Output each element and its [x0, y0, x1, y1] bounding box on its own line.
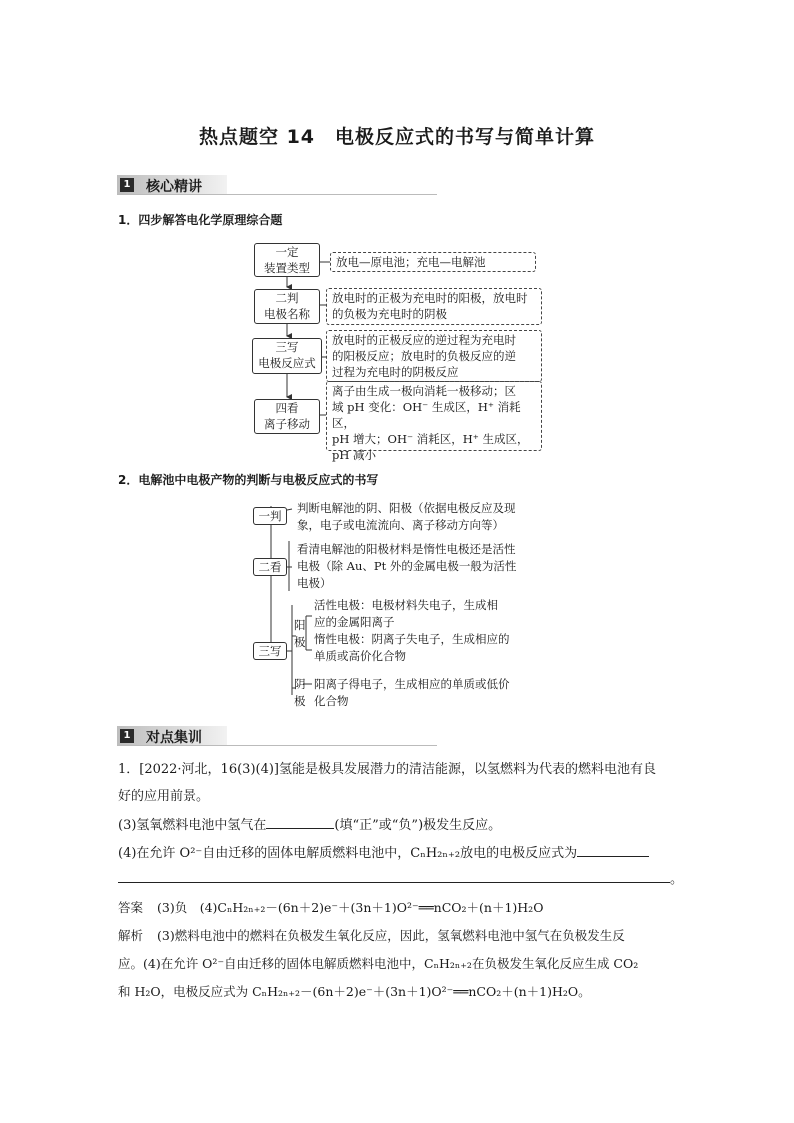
analysis-line-2: 应。(4)在允许 O²⁻自由迁移的固体电解质燃料电池中，CₙH₂ₙ₊₂在负极发生氧化反应生成 CO₂ — [118, 956, 639, 971]
step-desc-1: 放电—原电池；充电—电解池 — [330, 252, 536, 272]
step-box-4: 四看 离子移动 — [254, 399, 320, 434]
question-line-2: 好的应用前景。 — [118, 789, 210, 804]
label-yangji: 阳 极 — [294, 618, 306, 649]
step-desc-2: 放电时的正极为充电时的阳极，放电时 的负极为充电时的阴极 — [326, 288, 542, 325]
analysis-label: 解析 — [118, 928, 144, 943]
tree-node-erkan: 二看 — [253, 558, 287, 576]
question-part-4: (4)在允许 O²⁻自由迁移的固体电解质燃料电池中，CₙH₂ₙ₊₂放电的电极反应式为 — [118, 842, 649, 865]
tree-node-sanxie: 三写 — [253, 642, 287, 660]
answer-line — [118, 897, 543, 919]
answer-blank-3[interactable] — [266, 814, 334, 829]
answer-text: (3)负 (4)CₙH₂ₙ₊₂－(6n＋2)e⁻＋(3n＋1)O²⁻══nCO₂＋(n＋1)H₂O — [157, 900, 544, 915]
question-part-3: (3)氢氧燃料电池中氢气在 (填“正”或“负”)极发生反应。 — [118, 814, 501, 837]
label-yinji: 阴 极 — [294, 677, 306, 708]
subheading-four-steps: 1．四步解答电化学原理综合题 — [118, 213, 283, 227]
section-number-badge: 1 — [120, 178, 134, 192]
analysis-line-1: 解析 (3)燃料电池中的燃料在负极发生氧化反应，因此，氢氧燃料电池中氢气在负极发生反 — [118, 928, 625, 943]
step-box-3: 三写 电极反应式 — [252, 338, 322, 374]
subheading-electrolysis: 2．电解池中电极产物的判断与电极反应式的书写 — [118, 473, 379, 487]
question-line-1: 1．[2022·河北，16(3)(4)]氢能是极具发展潜力的清洁能源，以氢燃料为代表的燃料电池有良 — [118, 762, 657, 777]
tree-node-yipan: 一判 — [253, 507, 287, 525]
question-part-4-cont: 。 — [118, 868, 683, 891]
section-header-practice — [117, 726, 437, 746]
answer-label: 答案 — [118, 900, 144, 915]
step-desc-4: 离子由生成一极向消耗一极移动；区 域 pH 变化：OH⁻ 生成区，H⁺ 消耗区， pH 增大；OH⁻ 消耗区，H⁺ 生成区， pH 减小 — [326, 381, 542, 451]
section-title: 核心精讲 — [146, 179, 202, 195]
tree-text-yipan: 判断电解池的阴、阳极（依据电极反应及现 象，电子或电流流向、离子移动方向等） — [297, 501, 516, 532]
tree-text-yangji-active: 活性电极：电极材料失电子，生成相 应的金属阳离子 — [314, 598, 498, 629]
analysis-line-3: 和 H₂O，电极反应式为 CₙH₂ₙ₊₂－(6n＋2)e⁻＋(3n＋1)O²⁻══nCO₂＋(n＋1)H₂O。 — [118, 984, 591, 999]
step-box-2: 二判 电极名称 — [254, 289, 320, 324]
section-number-badge: 1 — [120, 729, 134, 743]
step-box-1: 一定 装置类型 — [254, 243, 320, 277]
answer-blank-4b[interactable] — [118, 868, 670, 883]
tree-text-erkan: 看清电解池的阳极材料是惰性电极还是活性 电极（除 Au、Pt 外的金属电极一般为活性 电极） — [297, 542, 517, 590]
step-desc-3: 放电时的正极反应的逆过程为充电时 的阳极反应；放电时的负极反应的逆 过程为充电时的阴极反应 — [326, 330, 542, 382]
tree-text-yangji-inert: 惰性电极：阴离子失电子，生成相应的 单质或高价化合物 — [314, 632, 510, 663]
section-title: 对点集训 — [146, 730, 202, 746]
tree-text-yinji: 阳离子得电子，生成相应的单质或低价 化合物 — [314, 677, 510, 708]
answer-blank-4a[interactable] — [577, 842, 649, 857]
page-title: 热点题空 14 电极反应式的书写与简单计算 — [198, 126, 596, 148]
